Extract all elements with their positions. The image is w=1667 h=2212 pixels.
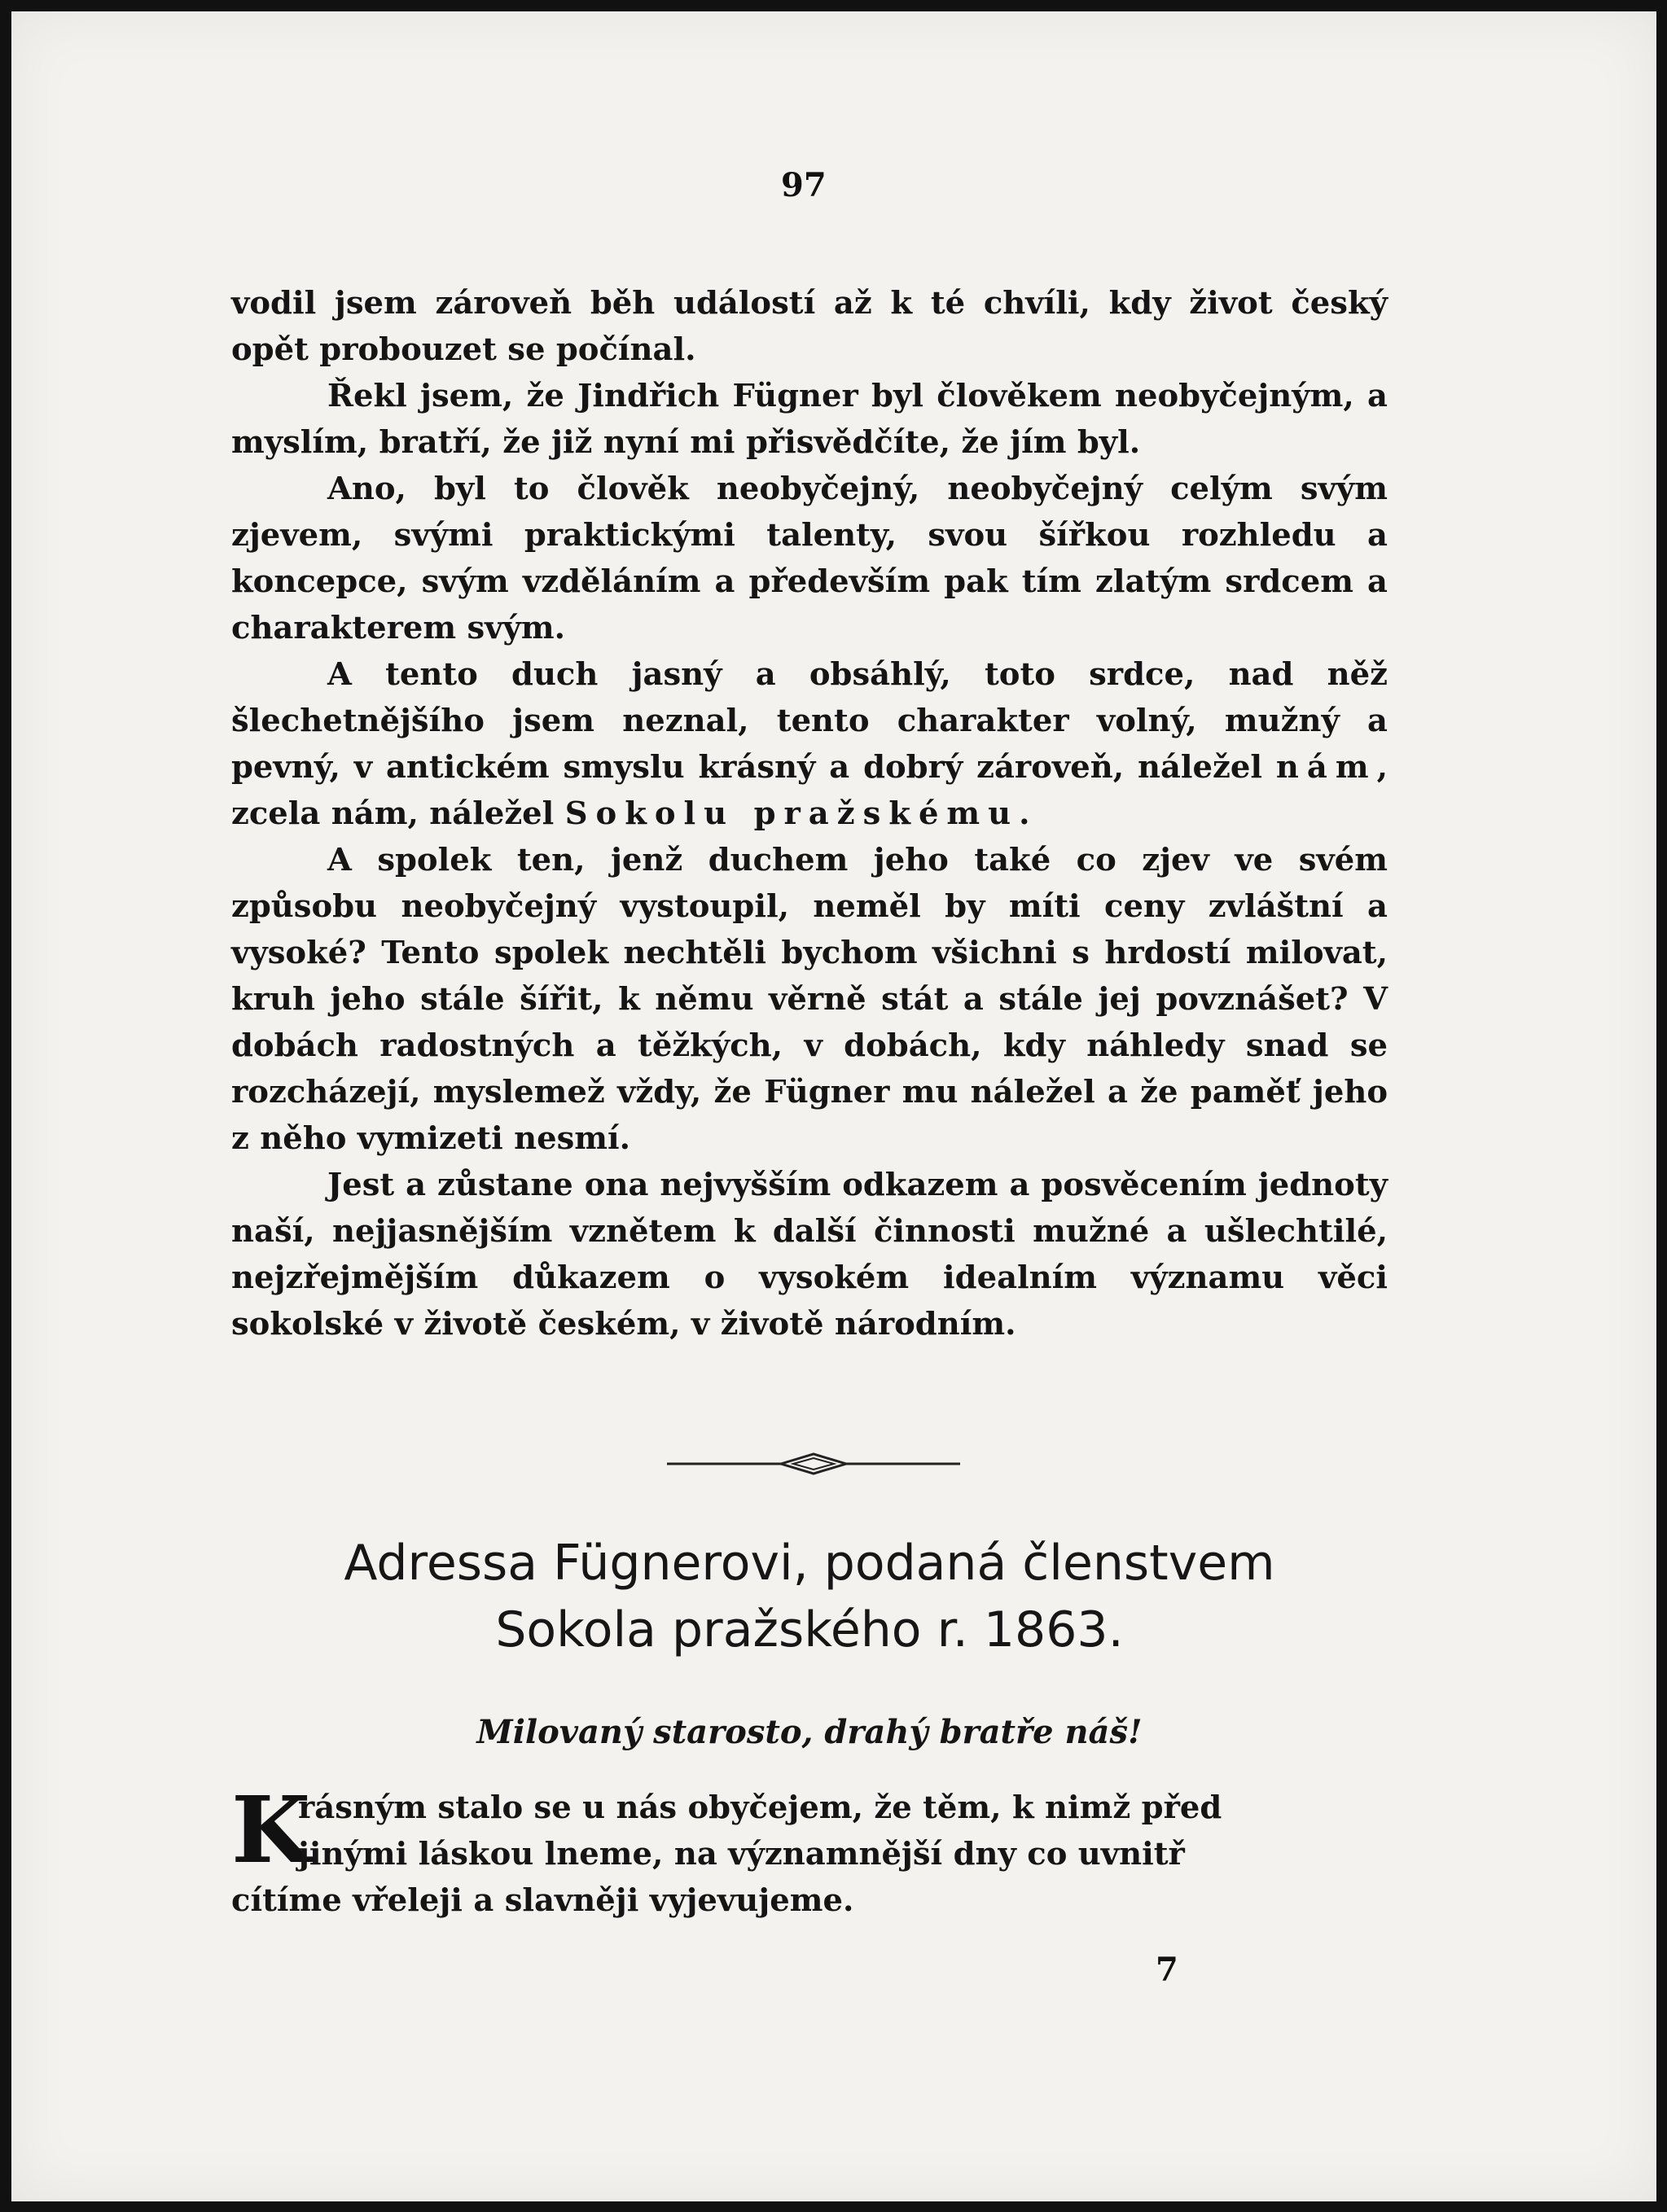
page-number: 97 [781, 166, 827, 204]
book-page [11, 11, 1656, 2201]
paragraph: Jest a zůstane ona nejvyšším odkazem a posvěcením jednoty naší, nejjasnějším vznětem k další činnosti mužné a ušlechtilé, nejzřejmějším důkazem o vysokém idealním významu věci sokolské v životě českém, v životě národním. [231, 1167, 1388, 1343]
body-text [231, 280, 1388, 1347]
paragraph-text: . [1019, 795, 1030, 832]
paragraph-text: , zcela nám, náležel [231, 749, 1388, 832]
paragraph: vodil jsem zároveň běh událostí až k té chvíli, kdy život český opět probouzet se počínal. [231, 285, 1388, 368]
heading-line: Adressa Fügnerovi, podaná členstvem [344, 1535, 1275, 1592]
paragraph-sokol [231, 651, 1388, 837]
letter-line: cítíme vřeleji a slavněji vyjevujeme. [231, 1882, 854, 1919]
section-divider-ornament [667, 1448, 960, 1480]
section-heading [256, 1530, 1363, 1663]
heading-line: Sokola pražského r. 1863. [495, 1601, 1124, 1658]
letter-opening [231, 1777, 1388, 1924]
letter-line: rásným stalo se u nás obyčejem, že těm, k nimž před [298, 1789, 1222, 1826]
drop-cap-initial: K [231, 1777, 311, 1884]
paragraph-text: A tento duch jasný a obsáhlý, toto srdce, nad něž šlechetnějšího jsem neznal, tento charakter volný, mužný a pevný, v antickém smyslu krásný a dobrý zároveň, náležel [231, 656, 1388, 786]
paragraph: Řekl jsem, že Jindřich Fügner byl člověkem neobyčejným, a myslím, bratří, že již nyní mi přisvědčíte, že jím byl. [231, 378, 1388, 461]
signature-mark: 7 [1156, 1951, 1178, 1989]
spaced-text: nám [1275, 749, 1377, 786]
letter-line: jinými láskou lneme, na významnější dny co uvnitř [298, 1836, 1185, 1873]
salutation: Milovaný starosto, drahý bratře náš! [476, 1713, 1143, 1751]
paragraph: Ano, byl to člověk neobyčejný, neobyčejný celým svým zjevem, svými praktickými talenty, svou šířkou rozhledu a koncepce, svým vzděláním a především pak tím zlatým srdcem a charakterem svým. [231, 471, 1388, 646]
spaced-text: Sokolu pražskému [564, 795, 1020, 832]
paragraph: A spolek ten, jenž duchem jeho také co zjev ve svém způsobu neobyčejný vystoupil, neměl by míti ceny zvláštní a vysoké? Tento spolek nechtěli bychom všichni s hrdostí milovat, kruh jeho stále šířit, k němu věrně stát a stále jej povznášet? V dobách radostných a těžkých, v dobách, kdy náhledy snad se rozcházejí, myslemež vždy, že Fügner mu náležel a že paměť jeho z něho vymizeti nesmí. [231, 842, 1388, 1157]
